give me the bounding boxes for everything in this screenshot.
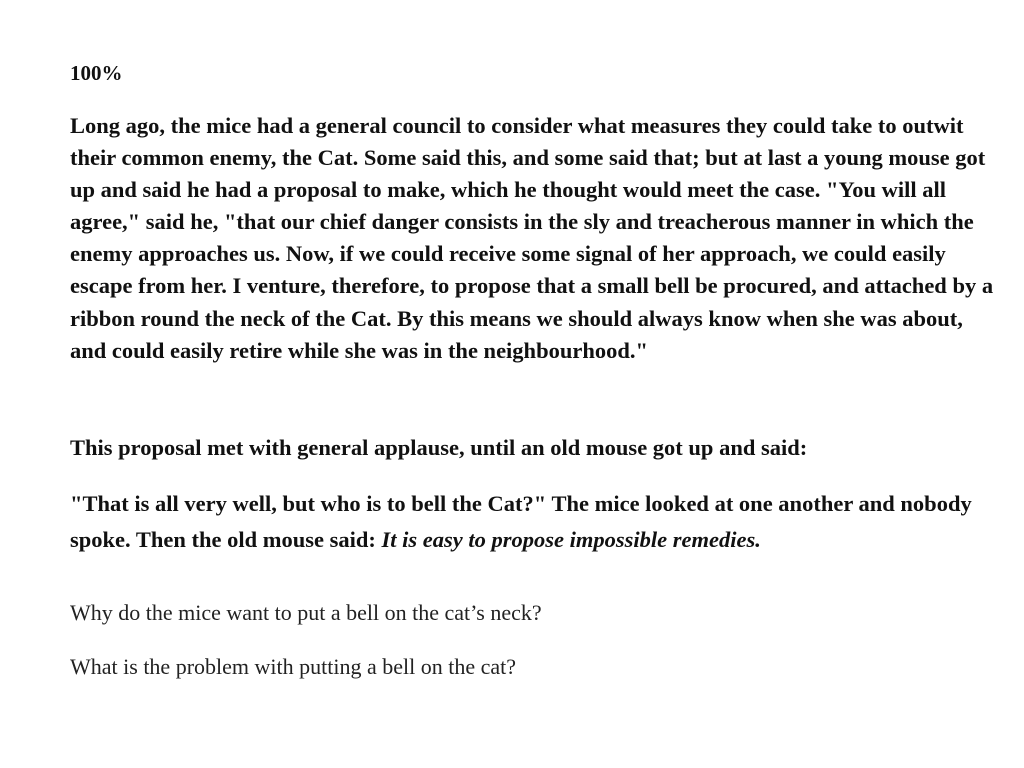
- question-2: What is the problem with putting a bell on the cat?: [70, 654, 516, 679]
- question-1: Why do the mice want to put a bell on the cat’s neck?: [70, 600, 542, 625]
- story-paragraph-1: Long ago, the mice had a general council to consider what measures they could take to outwit their common enemy, the Cat. Some said this, and some said that; but at last a young mouse got up and said he had a proposal to make, which he thought would meet the case. "You will all agree," said he, "that our chief danger consists in the sly and treacherous manner in which the enemy approaches us. Now, if we could receive some signal of her approach, we could easily escape from her. I venture, therefore, to propose that a small bell be procured, and attached by a ribbon round the neck of the Cat. By this means we should always know when she was about, and could easily retire while she was in the neighbourhood.": [70, 113, 994, 363]
- moral-text: It is easy to propose impossible remedies.: [381, 526, 761, 552]
- zoom-level: 100%: [70, 61, 123, 85]
- story-paragraph-3-text: "That is all very well, but who is to bell the Cat?" The mice looked at one another and nobody spoke. Then the old mouse said:: [70, 491, 972, 552]
- story-paragraph-2: This proposal met with general applause, until an old mouse got up and said:: [70, 435, 808, 460]
- story-paragraph-3: [70, 486, 996, 557]
